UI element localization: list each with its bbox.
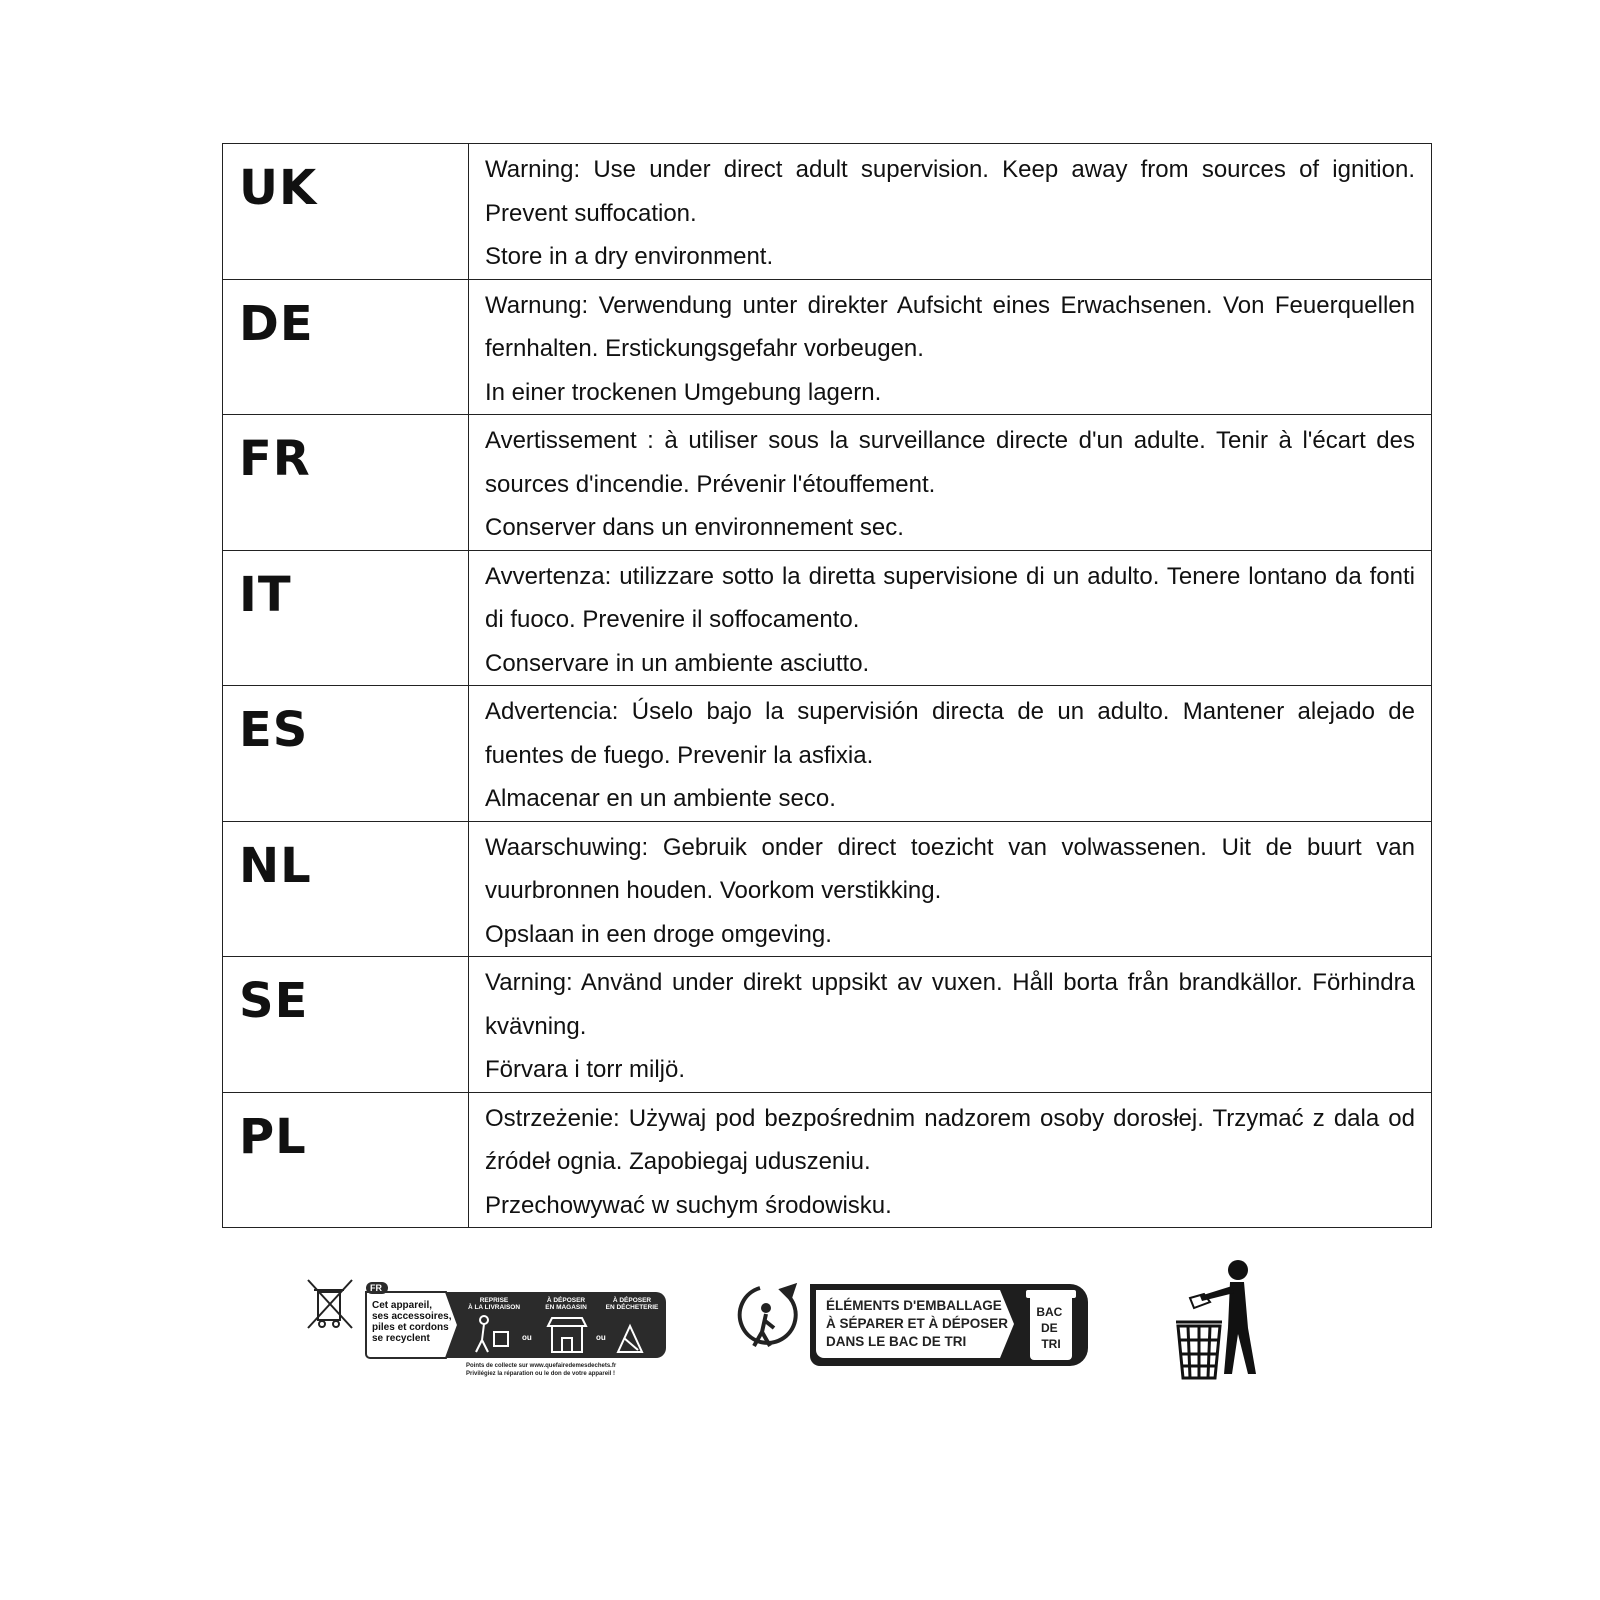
triman-packaging-label [730,1280,1100,1375]
triman-icon [740,1286,796,1346]
svg-text:Points de collecte sur www.que [466,1363,618,1377]
triman-lead-line: se recyclent [372,1333,430,1344]
bin-label-line: TRI [1041,1337,1061,1351]
triman-footer-line: Points de collecte sur www.quefairedemesdechets.fr [466,1363,617,1369]
warning-text [469,144,1432,280]
warning-row [223,686,1432,822]
triman-option: À DÉPOSER [612,1297,652,1304]
warning-sentence: Avertissement : à utiliser sous la surveillance directe d'un adulte. Tenir à l'écart des sources d'incendie. Prévenir l'étouffement. [485,427,1415,498]
storage-sentence: Conservare in un ambiente asciutto. [485,649,870,677]
warning-table [222,143,1432,1228]
sorting-bin-icon [1026,1290,1076,1360]
warning-row [223,279,1432,415]
warning-text [469,415,1432,551]
triman-lead-line: ses accessoires, [372,1311,452,1322]
triman-option: À DÉPOSER [546,1297,586,1304]
triman-lead-line: Cet appareil, [372,1300,433,1311]
language-code: IT [223,550,469,686]
triman-or: ou [522,1333,532,1342]
triman-option: EN DÉCHETERIE [605,1304,659,1311]
weee-crossed-bin-icon [308,1280,352,1328]
warning-text [469,279,1432,415]
language-code: FR [223,415,469,551]
triman-option: À LA LIVRAISON [467,1304,521,1311]
storage-sentence: Opslaan in een droge omgeving. [485,920,832,948]
storage-sentence: Przechowywać w suchym środowisku. [485,1191,892,1219]
warning-sentence: Avvertenza: utilizzare sotto la diretta supervisione di un adulto. Tenere lontano da fonti di fuoco. Prevenire il soffocamento. [485,562,1415,633]
packaging-line: ÉLÉMENTS D'EMBALLAGE [826,1298,1002,1313]
warning-text [469,550,1432,686]
storage-sentence: Store in a dry environment. [485,243,774,270]
language-code: PL [223,1092,469,1228]
storage-sentence: Almacenar en un ambiente seco. [485,785,836,812]
triman-option: REPRISE [479,1297,509,1304]
warning-row [223,957,1432,1093]
warning-row [223,144,1432,280]
recycling-logos [0,1260,1600,1390]
warning-row [223,415,1432,551]
packaging-line: À SÉPARER ET À DÉPOSER [826,1316,1009,1331]
language-code: UK [223,144,469,280]
warning-row [223,821,1432,957]
tidyman-icon [1170,1260,1270,1382]
warning-text [469,821,1432,957]
triman-weee-label [306,1278,676,1378]
triman-lead-line: piles et cordons [372,1322,449,1333]
warning-text [469,957,1432,1093]
storage-sentence: Förvara i torr miljö. [485,1056,686,1083]
warning-row [223,550,1432,686]
warning-text [469,1092,1432,1228]
warning-sentence: Warnung: Verwendung unter direkter Aufsicht eines Erwachsenen. Von Feuerquellen fernhalten. Erstickungsgefahr vorbeugen. [485,291,1415,362]
warning-sentence: Ostrzeżenie: Używaj pod bezpośrednim nadzorem osoby dorosłej. Trzymać z dala od źródeł ognia. Zapobiegaj uduszeniu. [485,1104,1415,1175]
triman-option: EN MAGASIN [545,1304,587,1311]
warning-sentence: Warning: Use under direct adult supervision. Keep away from sources of ignition. Prevent suffocation. [485,156,1415,227]
packaging-line: DANS LE BAC DE TRI [826,1334,967,1349]
warning-text [469,686,1432,822]
storage-sentence: In einer trockenen Umgebung lagern. [485,378,882,406]
language-code: SE [223,957,469,1093]
storage-sentence: Conserver dans un environnement sec. [485,514,904,541]
warning-sentence: Advertencia: Úselo bajo la supervisión directa de un adulto. Mantener alejado de fuentes de fuego. Prevenir la asfixia. [485,698,1415,769]
warning-sentence: Varning: Använd under direkt uppsikt av vuxen. Håll borta från brandkällor. Förhindra kvävning. [485,969,1415,1040]
bin-label-line: DE [1040,1321,1058,1335]
language-code: ES [223,686,469,822]
triman-country: FR [370,1283,382,1293]
language-code: NL [223,821,469,957]
warning-row [223,1092,1432,1228]
language-code: DE [223,279,469,415]
triman-or: ou [596,1333,606,1342]
bin-label-line: BAC [1036,1305,1063,1319]
triman-footer-line: Privilégiez la réparation ou le don de votre appareil ! [466,1371,616,1377]
warning-sentence: Waarschuwing: Gebruik onder direct toezicht van volwassenen. Uit de buurt van vuurbronnen houden. Voorkom verstikking. [485,833,1415,904]
